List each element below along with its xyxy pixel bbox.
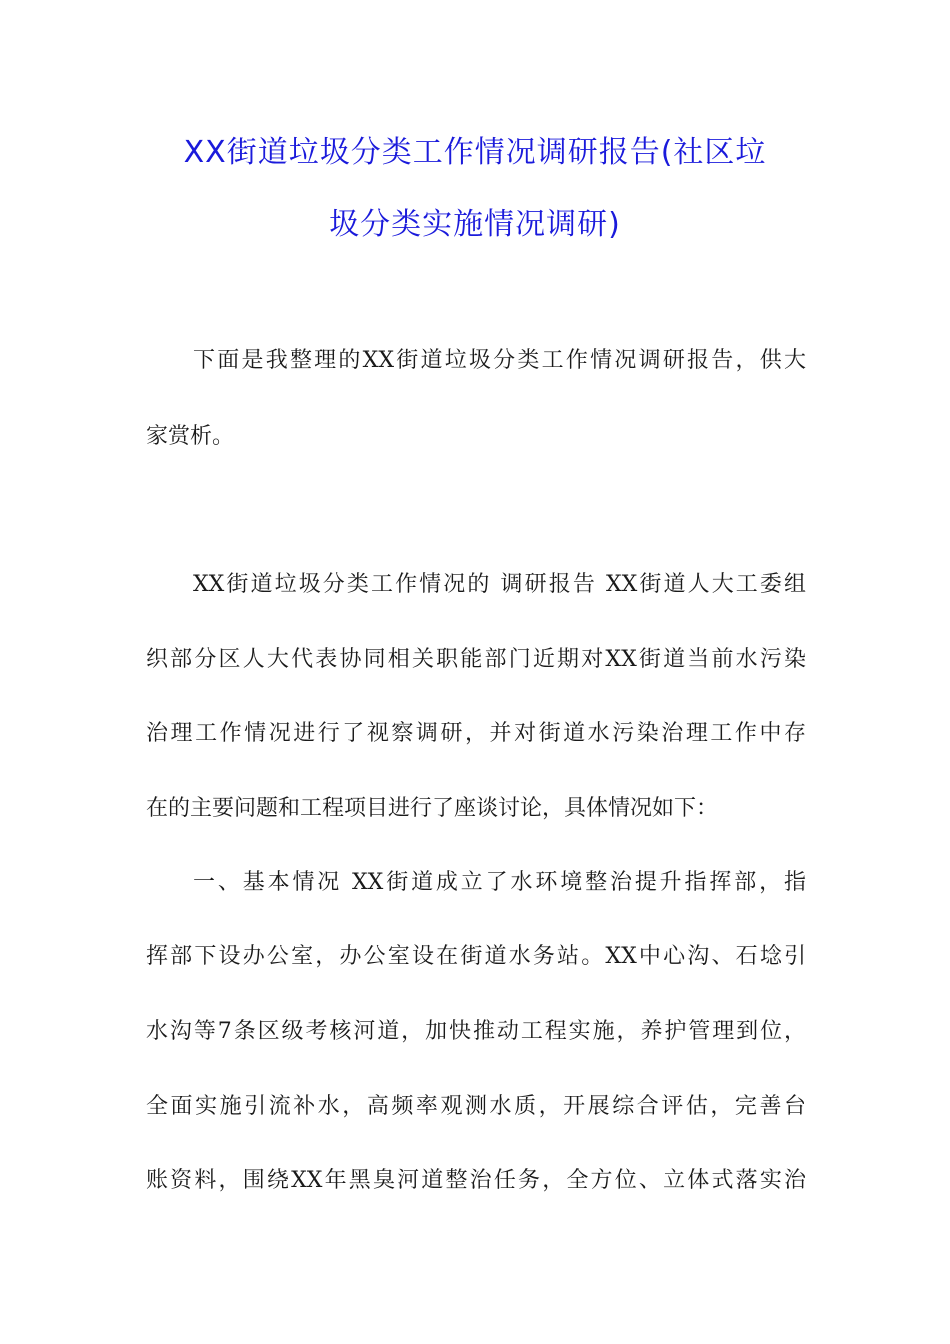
paragraph-1-line-2: 家赏析。 bbox=[146, 424, 235, 449]
paragraph-3-line-4: 全面实施引流补水，高频率观测水质，开展综合评估，完善台 bbox=[146, 1094, 806, 1119]
document-title-line-2: 圾分类实施情况调研) bbox=[329, 207, 621, 242]
paragraph-2-line-2: 织部分区人大代表协同相关职能部门近期对XX街道当前水污染 bbox=[146, 647, 806, 672]
paragraph-2-line-4: 在的主要问题和工程项目进行了座谈讨论，具体情况如下： bbox=[146, 796, 719, 821]
paragraph-3-line-3: 水沟等7条区级考核河道，加快推动工程实施，养护管理到位， bbox=[146, 1019, 806, 1044]
paragraph-3-line-2: 挥部下设办公室，办公室设在街道水务站。XX中心沟、石埝引 bbox=[146, 944, 806, 969]
paragraph-2-line-3: 治理工作情况进行了视察调研，并对街道水污染治理工作中存 bbox=[146, 721, 806, 746]
paragraph-3-line-5: 账资料，围绕XX年黑臭河道整治任务，全方位、立体式落实治 bbox=[146, 1168, 806, 1193]
paragraph-3-line-1: 一、基本情况 XX街道成立了水环境整治提升指挥部，指 bbox=[193, 870, 806, 895]
document-title-line-1: XX街道垃圾分类工作情况调研报告(社区垃 bbox=[183, 135, 767, 170]
paragraph-2-line-1: XX街道垃圾分类工作情况的 调研报告 XX街道人大工委组 bbox=[193, 572, 806, 597]
paragraph-1-line-1: 下面是我整理的XX街道垃圾分类工作情况调研报告，供大 bbox=[193, 348, 806, 373]
